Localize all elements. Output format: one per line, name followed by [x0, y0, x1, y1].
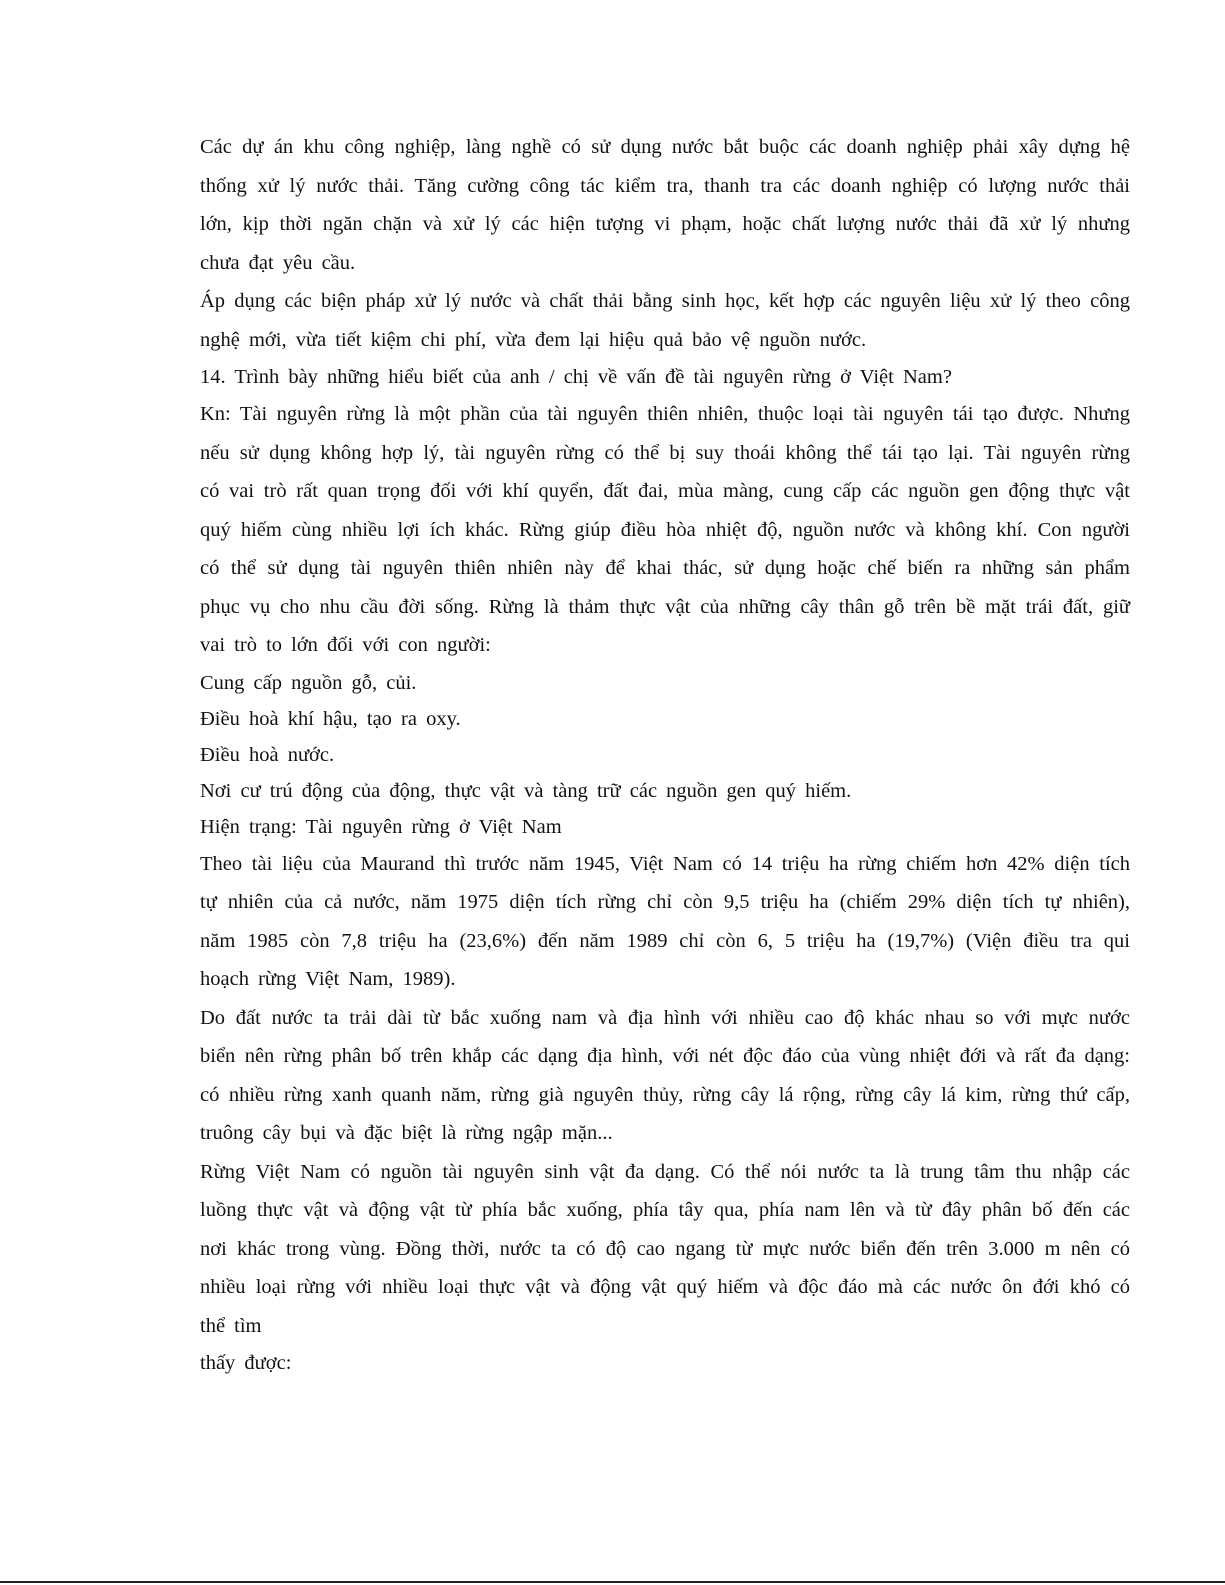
paragraph-biological-treatment: Áp dụng các biện pháp xử lý nước và chất thải bằng sinh học, kết hợp các nguyên liệu xử lý theo công nghệ mới, vừa tiết kiệm chi phí, vừa đem lại hiệu quả bảo vệ nguồn nước.	[200, 290, 1130, 351]
list-item-wood-supply: Cung cấp nguồn gỗ, củi.	[200, 671, 417, 694]
paragraph-forest-statistics: Theo tài liệu của Maurand thì trước năm 1945, Việt Nam có 14 triệu ha rừng chiếm hơn 42% diện tích tự nhiên của cả nước, năm 1975 diện tích rừng chỉ còn 9,5 triệu ha (chiếm 29% diện tích tự nhiên), năm 1985 còn 7,8 triệu ha (23,6%) đến năm 1989 chỉ còn 6, 5 triệu ha (19,7%) (Viện điều tra qui hoạch rừng Việt Nam, 1989).	[200, 852, 1130, 990]
paragraph-biodiversity: Rừng Việt Nam có nguồn tài nguyên sinh vật đa dạng. Có thể nói nước ta là trung tâm thu nhập các luồng thực vật và động vật từ phía bắc xuống, phía tây qua, phía nam lên và từ đây phân bố đến các nơi khác trong vùng. Đồng thời, nước ta có độ cao ngang từ mực nước biển đến trên 3.000 m nên có nhiều loại rừng với nhiều loại thực vật và động vật quý hiếm và độc đáo mà các nước ôn đới khó có thể tìm	[200, 1160, 1130, 1337]
paragraph-continuation: thấy được:	[200, 1352, 292, 1374]
list-item-climate: Điều hoà khí hậu, tạo ra oxy.	[200, 707, 461, 730]
paragraph-forest-concept: Kn: Tài nguyên rừng là một phần của tài nguyên thiên nhiên, thuộc loại tài nguyên tái tạo được. Nhưng nếu sử dụng không hợp lý, tài nguyên rừng có thể bị suy thoái không thể tái tạo lại. Tài nguyên rừng có vai trò rất quan trọng đối với khí quyển, đất đai, mùa màng, cung cấp các nguồn gen động thực vật quý hiếm cùng nhiều lợi ích khác. Rừng giúp điều hòa nhiệt độ, nguồn nước và không khí. Con người có thể sử dụng tài nguyên thiên nhiên này để khai thác, sử dụng hoặc chế biến ra những sản phẩm phục vụ cho nhu cầu đời sống. Rừng là thảm thực vật của những cây thân gỗ trên bề mặt trái đất, giữ vai trò to lớn đối với con người:	[200, 403, 1130, 656]
list-item-water: Điều hoà nước.	[200, 743, 335, 766]
section-heading-current-status: Hiện trạng: Tài nguyên rừng ở Việt Nam	[200, 815, 562, 838]
page-bottom-rule	[0, 1581, 1225, 1583]
paragraph-forest-distribution: Do đất nước ta trải dài từ bắc xuống nam và địa hình với nhiều cao độ khác nhau so với mực nước biển nên rừng phân bố trên khắp các dạng địa hình, với nét độc đáo của vùng nhiệt đới và rất đa dạng: có nhiều rừng xanh quanh năm, rừng già nguyên thủy, rừng cây lá rộng, rừng cây lá kim, rừng thứ cấp, truông cây bụi và đặc biệt là rừng ngập mặn...	[200, 1006, 1130, 1144]
paragraph-wastewater-treatment: Các dự án khu công nghiệp, làng nghề có sử dụng nước bắt buộc các doanh nghiệp phải xây dựng hệ thống xử lý nước thải. Tăng cường công tác kiểm tra, thanh tra các doanh nghiệp có lượng nước thải lớn, kịp thời ngăn chặn và xử lý các hiện tượng vi phạm, hoặc chất lượng nước thải đã xử lý nhưng chưa đạt yêu cầu.	[200, 136, 1130, 274]
document-body	[200, 128, 1130, 1381]
question-14-heading: 14. Trình bày những hiểu biết của anh / chị về vấn đề tài nguyên rừng ở Việt Nam?	[200, 366, 952, 388]
list-item-habitat: Nơi cư trú động của động, thực vật và tàng trữ các nguồn gen quý hiếm.	[200, 779, 852, 802]
